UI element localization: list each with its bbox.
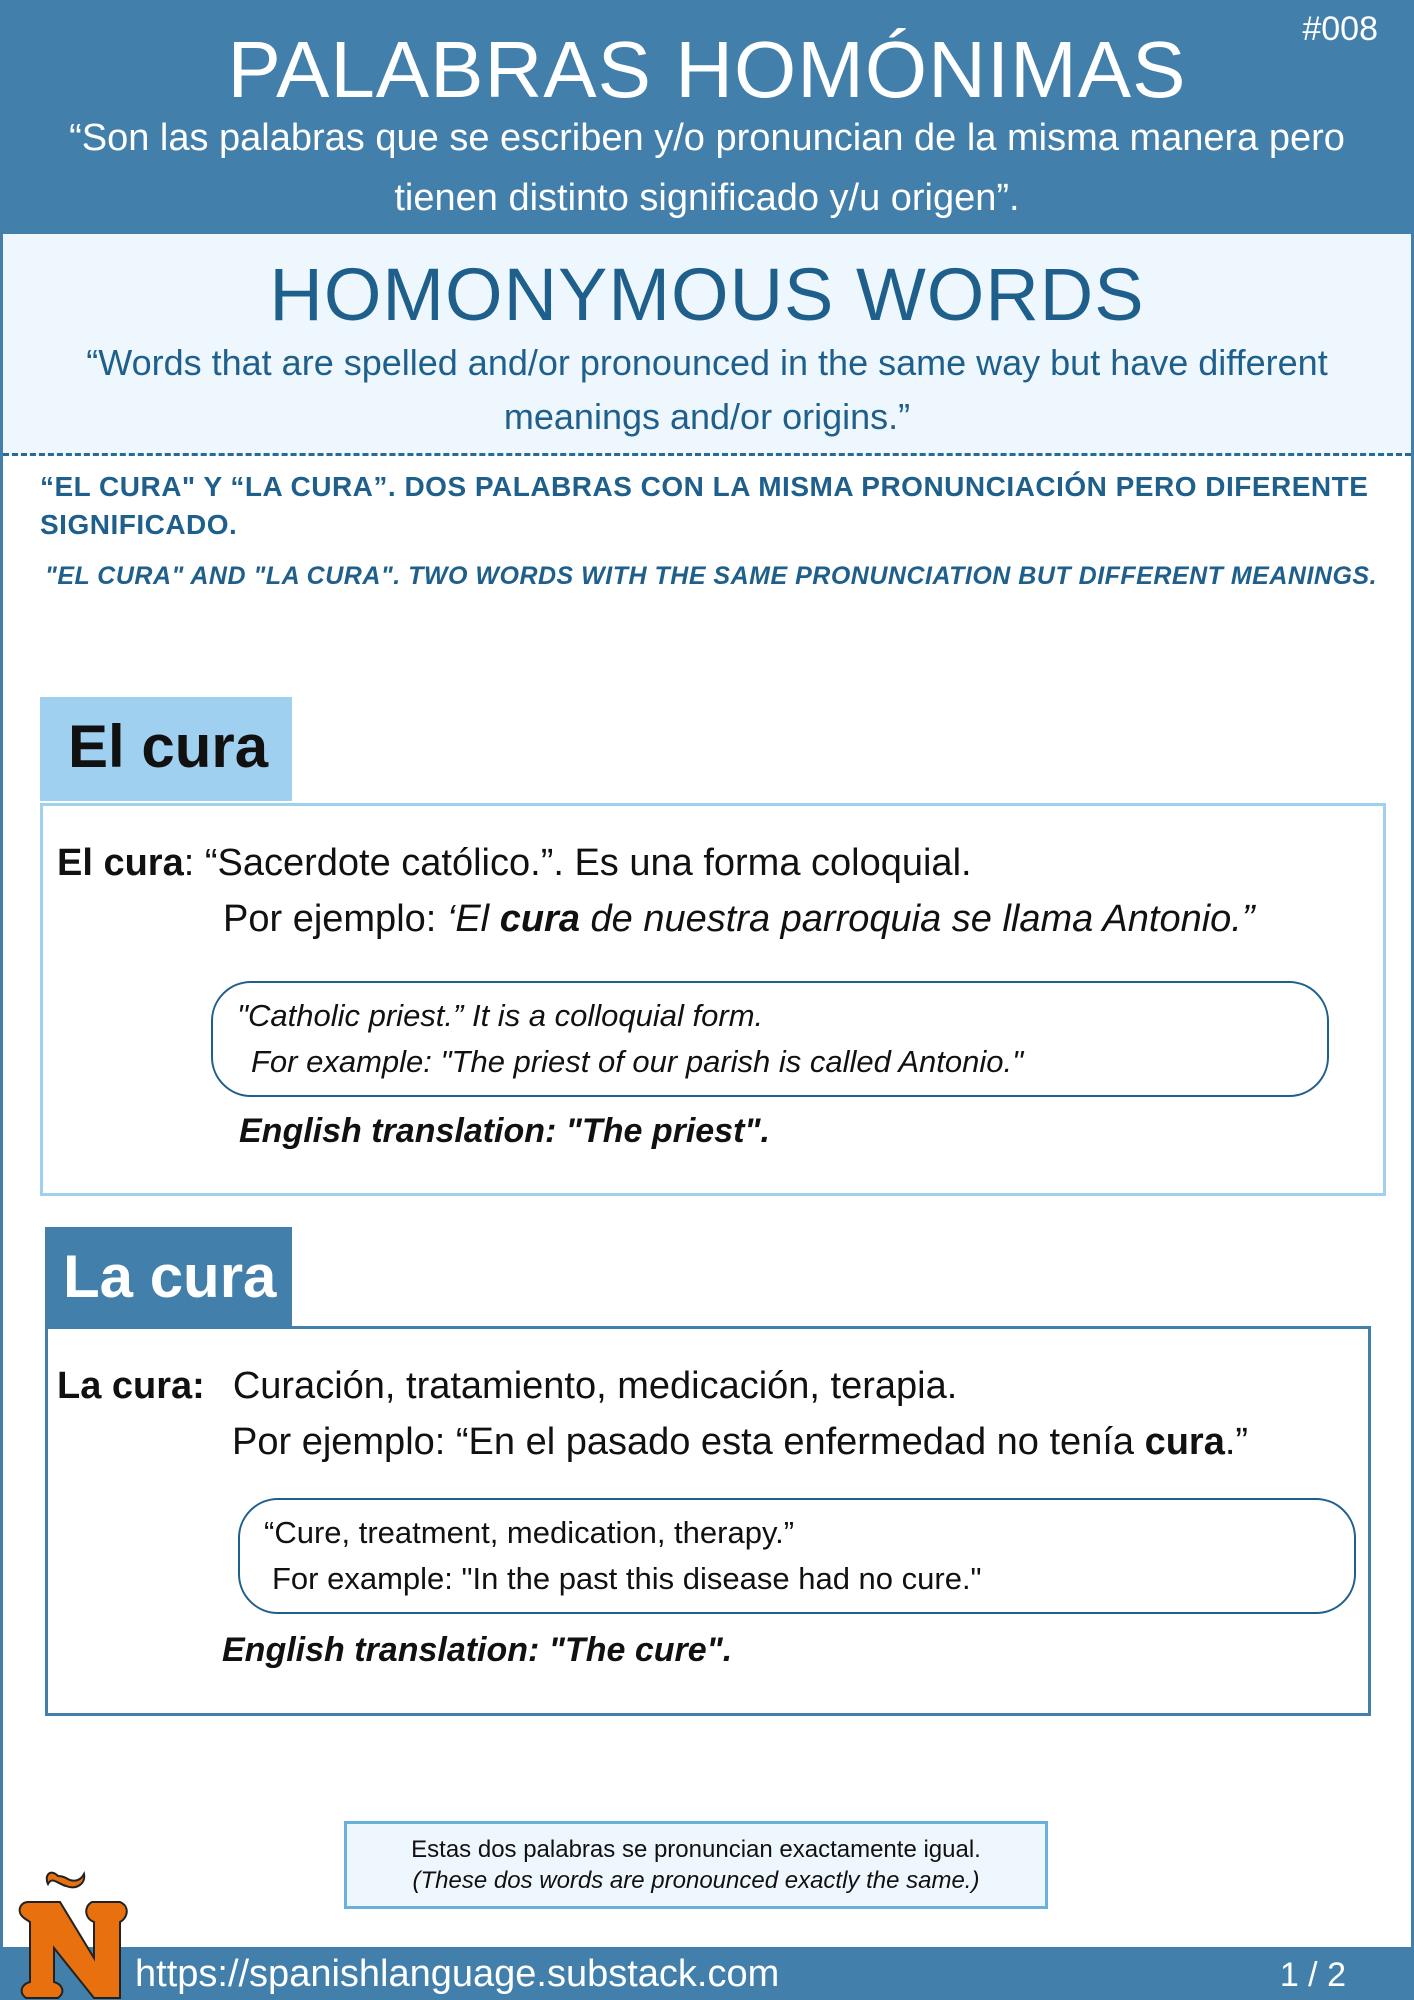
header-banner <box>0 0 1414 234</box>
note-english: (These dos words are pronounced exactly the same.) <box>412 1867 980 1894</box>
example-rest: de nuestra parroquia se llama Antonio.” <box>579 898 1255 940</box>
intro-spanish: “EL CURA" Y “LA CURA”. DOS PALABRAS CON LA MISMA PRONUNCIACIÓN PERO DIFERENTE SIGNIFICADO. <box>40 471 1369 540</box>
bubble-line-2: For example: "The priest of our parish is called Antonio." <box>251 1044 1024 1079</box>
definition-line <box>57 842 972 885</box>
section-card-la-cura <box>45 1326 1371 1716</box>
definition-line <box>57 1365 957 1408</box>
example-line <box>223 898 1255 941</box>
example-prefix: Por ejemplo: <box>223 898 447 940</box>
section-tab-el-cura: El cura <box>40 697 292 801</box>
term-label: La cura: <box>57 1365 205 1407</box>
footer-bar <box>0 1947 1414 2000</box>
bubble-line-1: "Catholic priest.” It is a colloquial form. <box>237 998 764 1033</box>
english-title-band <box>3 234 1411 456</box>
page-indicator: 1 / 2 <box>1279 1956 1346 1994</box>
definition-text: Curación, tratamiento, medicación, terapia. <box>232 1365 958 1407</box>
example-highlight: cura <box>1144 1421 1225 1463</box>
bubble-line-2: For example: "In the past this disease had no cure." <box>272 1561 982 1596</box>
english-translation: English translation: "The cure". <box>222 1631 733 1669</box>
term-label: El cura <box>57 842 184 884</box>
issue-number: #008 <box>1302 10 1378 48</box>
english-bubble <box>211 981 1329 1097</box>
english-bubble <box>238 1498 1356 1614</box>
pronunciation-note <box>344 1821 1048 1909</box>
note-spanish: Estas dos palabras se pronuncian exactamente igual. <box>411 1836 981 1863</box>
example-rest: .” <box>1224 1421 1249 1463</box>
site-link[interactable]: https://spanishlanguage.substack.com <box>135 1953 780 1995</box>
section-tab-la-cura: La cura <box>45 1227 292 1326</box>
page-title-english: HOMONYMOUS WORDS <box>269 253 1145 336</box>
intro-english: "EL CURA" AND "LA CURA". TWO WORDS WITH THE SAME PRONUNCIATION BUT DIFFERENT MEANINGS. <box>45 562 1378 590</box>
example-highlight: cura <box>499 898 580 940</box>
page-title-spanish: PALABRAS HOMÓNIMAS <box>227 25 1187 114</box>
bubble-line-1: “Cure, treatment, medication, therapy.” <box>264 1515 795 1550</box>
english-translation: English translation: "The priest". <box>239 1112 770 1150</box>
example-line <box>232 1421 1248 1464</box>
definition-text: : “Sacerdote católico.”. Es una forma coloquial. <box>183 842 972 884</box>
definition-spanish: “Son las palabras que se escriben y/o pronuncian de la misma manera pero tienen distinto significado y/u origen”. <box>69 117 1345 219</box>
example-prefix: Por ejemplo: “En el pasado esta enfermedad no tenía <box>232 1421 1145 1463</box>
n-tilde-logo-icon <box>14 1862 134 2000</box>
example-open: ‘El <box>446 898 500 940</box>
definition-english: “Words that are spelled and/or pronounced in the same way but have different meanings and/or origins.” <box>86 342 1328 437</box>
section-card-el-cura <box>40 803 1386 1196</box>
